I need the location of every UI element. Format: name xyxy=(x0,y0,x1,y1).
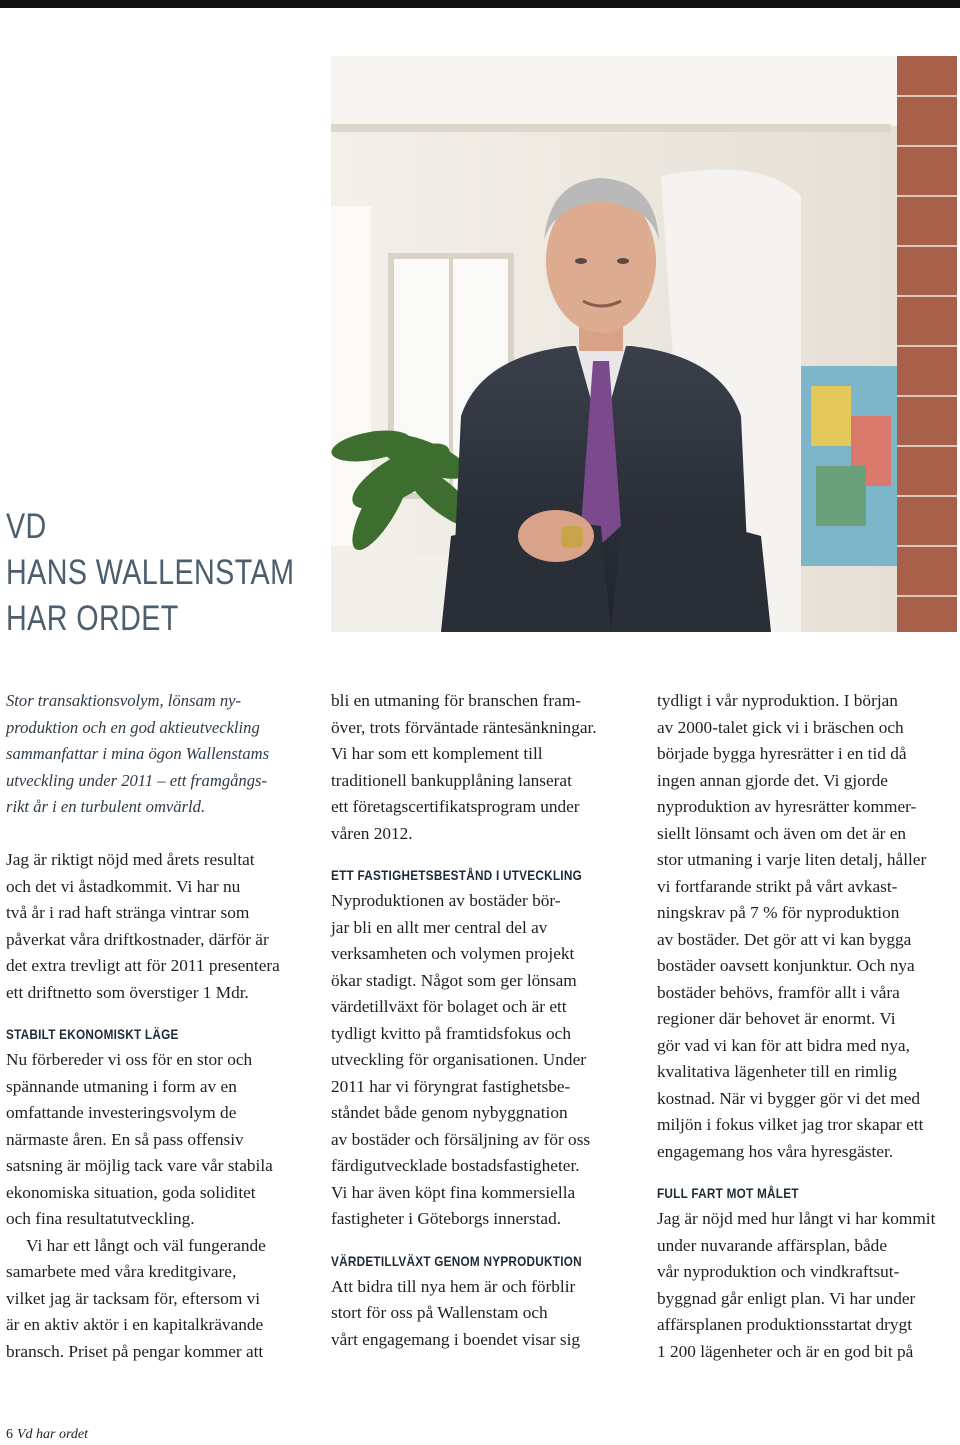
text-line: det extra trevligt att för 2011 presentera xyxy=(6,956,280,975)
text-line: omfattande investeringsvolym de xyxy=(6,1103,237,1122)
text-line: bostäder behövs, framför allt i våra xyxy=(657,982,900,1002)
page-footer xyxy=(6,1426,88,1444)
page-headline xyxy=(6,504,294,642)
text-line: Nu förbereder vi oss för en stor och xyxy=(6,1050,253,1069)
text-line: utveckling för organisationen. Under xyxy=(331,1050,586,1069)
text-line: Vi har även köpt fina kommersiella xyxy=(331,1182,576,1202)
text-line: påverkat våra driftkostnader, därför är xyxy=(6,929,269,949)
text-line: produktion och en god aktieutveckling xyxy=(6,717,260,737)
text-line: och det vi åstadkommit. Vi har nu xyxy=(6,876,241,896)
body-paragraph xyxy=(657,1206,957,1365)
text-line: är en aktiv aktör i en kapitalkrävande xyxy=(6,1315,264,1334)
text-line: spännande utmaning i form av en xyxy=(6,1076,237,1096)
body-paragraph xyxy=(657,688,957,1165)
text-line: ekonomiska situation, goda soliditet xyxy=(6,1182,256,1202)
body-paragraph xyxy=(331,888,636,1233)
body-paragraph xyxy=(331,688,636,847)
text-line: 1 200 lägenheter och är en god bit på xyxy=(657,1341,914,1361)
text-line: byggnad går enligt plan. Vi har under xyxy=(657,1288,916,1308)
text-line: bostäder oavsett konjunktur. Och nya xyxy=(657,956,915,975)
text-line: ett driftnetto som överstiger 1 Mdr. xyxy=(6,982,249,1002)
text-line: Jag är riktigt nöjd med årets resultat xyxy=(6,850,255,869)
subheading: FULL FART MOT MÅLET xyxy=(657,1185,799,1201)
text-line: och fina resultatutveckling. xyxy=(6,1209,195,1228)
body-paragraph xyxy=(331,1274,636,1354)
text-line: stor utmaning i varje liten detalj, håller xyxy=(657,850,927,869)
text-line: bransch. Priset på pengar kommer att xyxy=(6,1341,264,1361)
text-line: tydligt kvitto på framtidsfokus och xyxy=(331,1023,571,1043)
text-line: Stor transaktionsvolym, lönsam ny- xyxy=(6,691,242,710)
text-line: ningskrav på 7 % för nyproduktion xyxy=(657,903,900,922)
headline-line-3: HAR ORDET xyxy=(6,599,179,638)
text-line: bli en utmaning för branschen fram- xyxy=(331,691,582,710)
subheading: ETT FASTIGHETSBESTÅND I UTVECKLING xyxy=(331,867,582,883)
headline-line-2: HANS WALLENSTAM xyxy=(6,553,295,592)
text-line: utveckling under 2011 – ett framgångs- xyxy=(6,770,267,790)
text-line: affärsplanen produktionsstartat drygt xyxy=(657,1315,912,1334)
text-line: kvalitativa lägenheter till en rimlig xyxy=(657,1062,897,1081)
text-line: siellt lönsamt och även om det är en xyxy=(657,823,907,843)
page-number: 6 xyxy=(6,1427,13,1442)
text-line: 2011 har vi föryngrat fastighetsbe- xyxy=(331,1076,571,1096)
text-line: vilket jag är tacksam för, eftersom vi xyxy=(6,1288,261,1308)
text-line: tydligt i vår nyproduktion. I början xyxy=(657,691,898,710)
body-paragraph xyxy=(6,1047,306,1233)
ceo-portrait-photo xyxy=(331,56,957,632)
text-line: ståndet både genom nybyggnation xyxy=(331,1103,568,1122)
text-line: verksamheten och volymen projekt xyxy=(331,944,575,963)
text-line: började bygga hyresrätter i en tid då xyxy=(657,744,907,763)
paragraph-spacer xyxy=(6,821,306,848)
text-line: miljön i fokus vilket jag tror skapar ett xyxy=(657,1115,924,1134)
text-line: kostnad. När vi bygger gör vi det med xyxy=(657,1088,920,1108)
text-line: vår nyproduktion och vindkraftsut- xyxy=(657,1262,900,1281)
text-line: värdetillväxt för bolaget och är ett xyxy=(331,997,567,1016)
text-line: Vi har som ett komplement till xyxy=(331,744,543,763)
text-line: stort för oss på Wallenstam och xyxy=(331,1303,548,1322)
text-line: under nuvarande affärsplan, både xyxy=(657,1235,887,1255)
text-column-3 xyxy=(657,688,957,1365)
text-line: av bostäder och försäljning av för oss xyxy=(331,1129,591,1149)
body-paragraph xyxy=(6,1233,306,1366)
text-line: Vi har ett långt och väl fungerande xyxy=(26,1235,266,1255)
text-line: våren 2012. xyxy=(331,823,413,843)
text-line: Jag är nöjd med hur långt vi har kommit xyxy=(657,1209,936,1228)
headline-line-1: VD xyxy=(6,507,47,546)
text-line: ökar stadigt. Något som ger lönsam xyxy=(331,970,577,990)
body-paragraph xyxy=(6,847,306,1006)
text-line: färdigutvecklade bostadsfastigheter. xyxy=(331,1156,580,1175)
lead-paragraph xyxy=(6,688,306,821)
text-line: av 2000-talet gick vi i bräschen och xyxy=(657,717,904,737)
text-line: satsning är möjlig tack vare vår stabila xyxy=(6,1156,273,1175)
text-line: samarbete med våra kreditgivare, xyxy=(6,1262,237,1281)
text-line: fastigheter i Göteborgs innerstad. xyxy=(331,1209,562,1228)
text-line: två år i rad haft stränga vintrar som xyxy=(6,903,250,922)
text-line: närmaste åren. En så pass offensiv xyxy=(6,1129,244,1149)
text-line: sammanfattar i mina ögon Wallenstams xyxy=(6,744,270,763)
section-title: Vd har ordet xyxy=(17,1427,89,1442)
text-line: ingen annan gjorde det. Vi gjorde xyxy=(657,770,888,790)
text-line: nyproduktion av hyresrätter kommer- xyxy=(657,797,917,816)
text-line: Att bidra till nya hem är och förblir xyxy=(331,1276,576,1296)
text-line: Nyproduktionen av bostäder bör- xyxy=(331,891,561,910)
subheading: STABILT EKONOMISKT LÄGE xyxy=(6,1026,179,1042)
text-line: traditionell bankupplåning lanserat xyxy=(331,770,572,790)
text-column-1 xyxy=(6,688,306,1365)
text-line: över, trots förväntade räntesänkningar. xyxy=(331,717,597,737)
portrait-illustration xyxy=(331,56,957,632)
text-line: gör vad vi kan för att bidra med nya, xyxy=(657,1035,910,1055)
text-line: ett företagscertifikatsprogram under xyxy=(331,797,580,816)
text-line: vi fortfarande strikt på vårt avkast- xyxy=(657,876,898,896)
top-rule xyxy=(0,0,960,8)
text-line: jar bli en allt mer central del av xyxy=(331,917,548,937)
text-line: regioner där behovet är enormt. Vi xyxy=(657,1009,896,1028)
text-line: rikt år i en turbulent omvärld. xyxy=(6,797,206,816)
text-line: engagemang hos våra hyresgäster. xyxy=(657,1141,894,1161)
text-line: vårt engagemang i boendet visar sig xyxy=(331,1329,581,1349)
subheading: VÄRDETILLVÄXT GENOM NYPRODUKTION xyxy=(331,1252,582,1269)
text-line: av bostäder. Det gör att vi kan bygga xyxy=(657,929,912,949)
text-column-2 xyxy=(331,688,636,1353)
